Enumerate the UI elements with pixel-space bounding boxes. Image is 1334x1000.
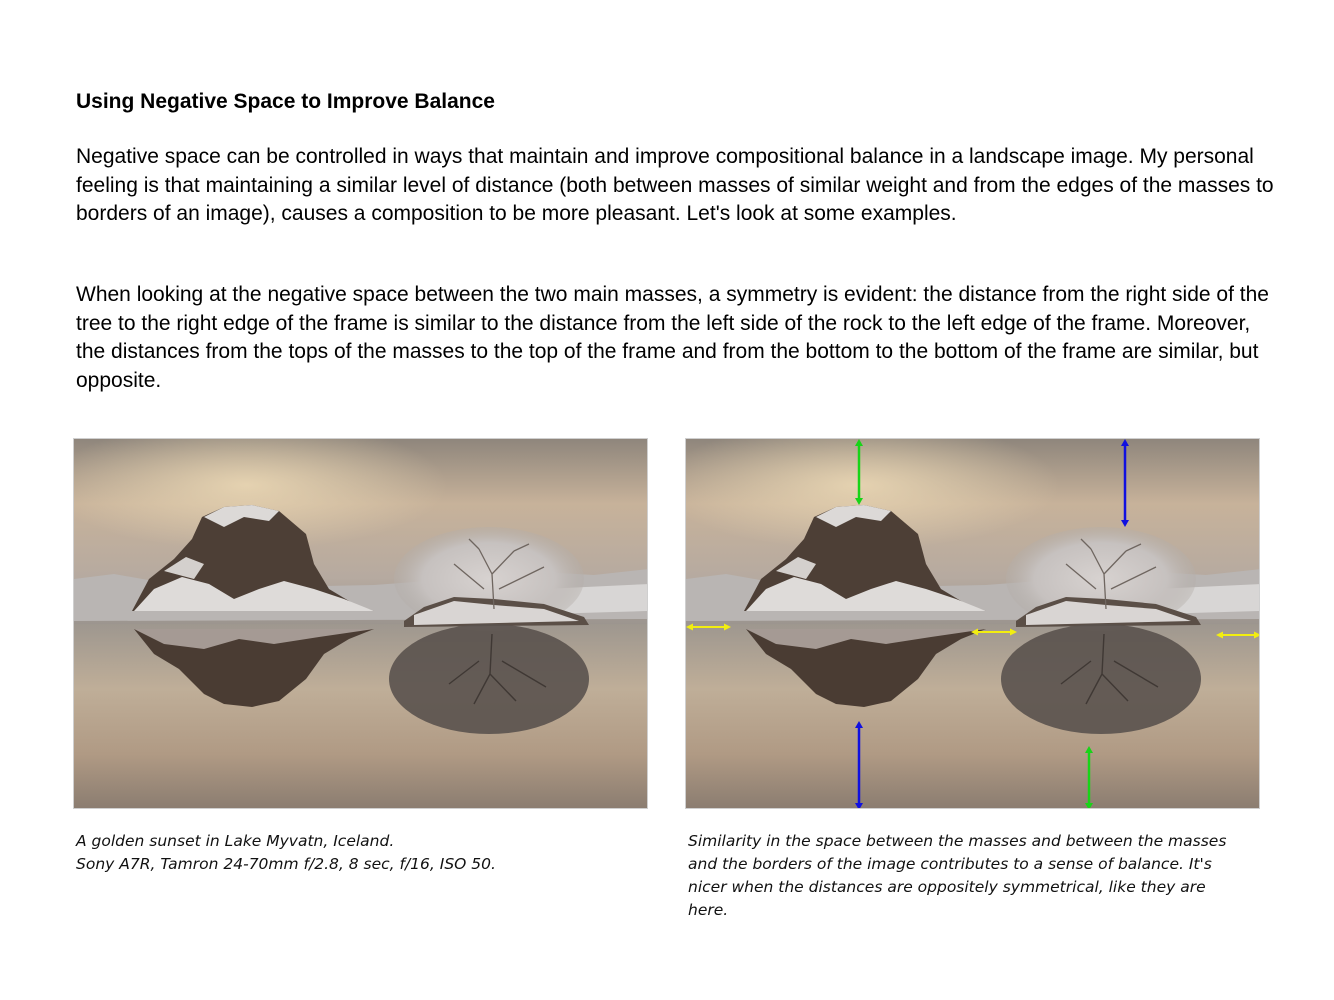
caption-camera-settings: Sony A7R, Tamron 24-70mm f/2.8, 8 sec, f/16, ISO 50. <box>76 855 496 873</box>
intro-paragraph: Negative space can be controlled in ways that maintain and improve compositional balance in a landscape image. My personal feeling is that maintaining a similar level of distance (both between masses of similar weight and from the edges of the masses to borders of an image), causes a composition to be more pleasant. Let's look at some examples. <box>76 145 1274 225</box>
symmetry-paragraph: When looking at the negative space between the two main masses, a symmetry is evident: the distance from the right side of the tree to the right edge of the frame is similar to the distance from the left side of the rock to the left edge of the frame. Moreover, the distances from the tops of the masses to the top of the frame and from the bottom to the bottom of the frame are similar, but opposite. <box>76 283 1269 392</box>
caption-location: A golden sunset in Lake Myvatn, Iceland. <box>76 832 395 850</box>
right-photo-caption: Similarity in the space between the masses and between the masses and the borders of the image contributes to a sense of balance. It's nicer when the distances are oppositely symmetrical, like they are here. <box>688 832 1227 919</box>
annotated-balance-photo <box>685 438 1260 809</box>
article-title: Using Negative Space to Improve Balance <box>76 90 495 113</box>
annotated-landscape-image <box>686 439 1260 809</box>
lake-myvatn-photo <box>73 438 648 809</box>
lake-myvatn-landscape-image <box>74 439 648 809</box>
left-photo-caption <box>76 830 636 876</box>
